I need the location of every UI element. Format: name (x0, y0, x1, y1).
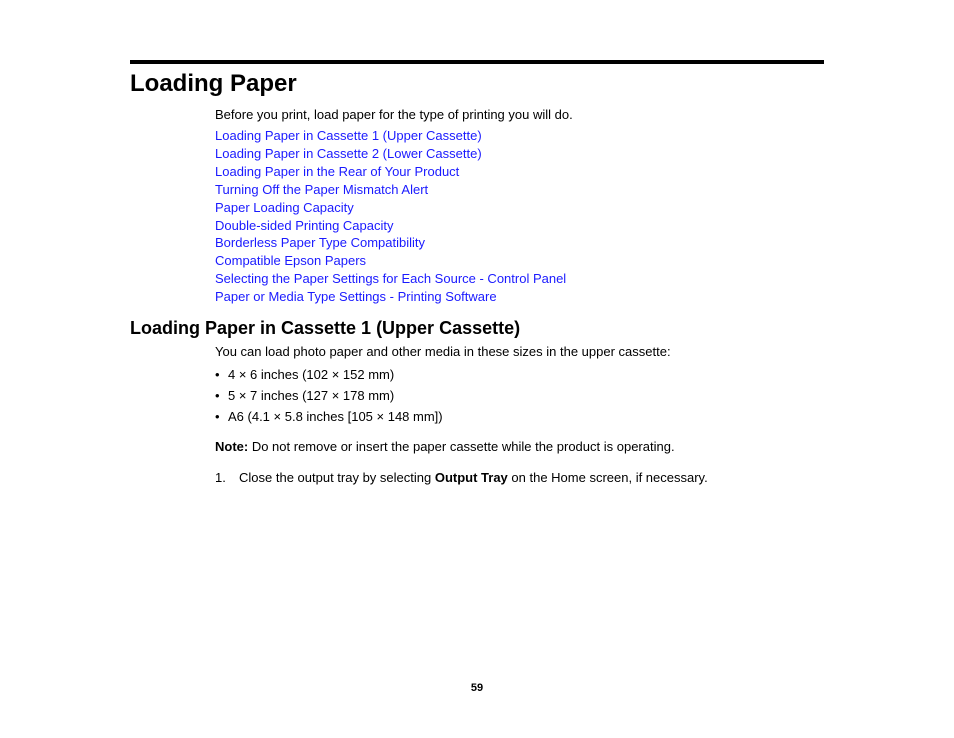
topic-link-item (215, 163, 566, 181)
link-borderless-compat[interactable]: Borderless Paper Type Compatibility (215, 235, 426, 251)
link-cassette-1[interactable]: Loading Paper in Cassette 1 (Upper Cassette) (215, 128, 482, 143)
step-text-after: on the Home screen, if necessary. (507, 470, 708, 485)
topic-link-item (215, 270, 566, 288)
paper-size-list (215, 364, 443, 427)
page-title: Loading Paper (130, 70, 297, 97)
topic-link-item (215, 127, 566, 145)
note-label: Note: (215, 439, 249, 454)
section-heading: Loading Paper in Cassette 1 (Upper Cassette) (130, 318, 521, 338)
topic-link-item (215, 199, 566, 217)
topic-link-item (215, 217, 566, 235)
bullet-marker: • (215, 409, 220, 424)
link-epson-papers[interactable]: Compatible Epson Papers (215, 253, 367, 269)
link-paper-settings-control-panel[interactable]: Selecting the Paper Settings for Each Source - Control Panel (215, 271, 567, 287)
link-cassette-2[interactable]: Loading Paper in Cassette 2 (Lower Cassette) (215, 145, 482, 161)
topic-links-list (215, 127, 566, 306)
bullet-marker: • (215, 388, 220, 403)
topic-link-item (215, 252, 566, 270)
bullet-marker: • (215, 367, 220, 382)
topic-link-item (215, 145, 566, 163)
topic-link-item (215, 234, 566, 252)
paper-size-text: A6 (4.1 × 5.8 inches [105 × 148 mm]) (228, 409, 443, 424)
link-media-type-software[interactable]: Paper or Media Type Settings - Printing Software (215, 289, 497, 305)
topic-link-item (215, 181, 566, 199)
paper-size-text: 5 × 7 inches (127 × 178 mm) (228, 388, 395, 403)
section-intro-text: You can load photo paper and other media in these sizes in the upper cassette: (215, 344, 671, 359)
list-item (215, 385, 443, 406)
step-number: 1. (215, 470, 226, 485)
list-item (215, 406, 443, 427)
link-double-sided-capacity[interactable]: Double-sided Printing Capacity (215, 217, 394, 233)
title-rule (130, 60, 824, 64)
topic-link-item (215, 288, 566, 306)
note-text: Do not remove or insert the paper cassette while the product is operating. (248, 439, 675, 454)
page-number: 59 (470, 682, 484, 694)
link-loading-capacity[interactable]: Paper Loading Capacity (215, 199, 354, 215)
step-1 (215, 470, 708, 486)
paper-size-text: 4 × 6 inches (102 × 152 mm) (228, 367, 395, 382)
list-item (215, 364, 443, 385)
link-mismatch-alert[interactable]: Turning Off the Paper Mismatch Alert (215, 181, 429, 197)
intro-text: Before you print, load paper for the type of printing you will do. (215, 107, 573, 122)
step-bold-term: Output Tray (434, 470, 508, 485)
link-rear-feed[interactable]: Loading Paper in the Rear of Your Product (215, 163, 460, 179)
step-text-before: Close the output tray by selecting (239, 470, 435, 485)
note-paragraph (215, 439, 675, 455)
